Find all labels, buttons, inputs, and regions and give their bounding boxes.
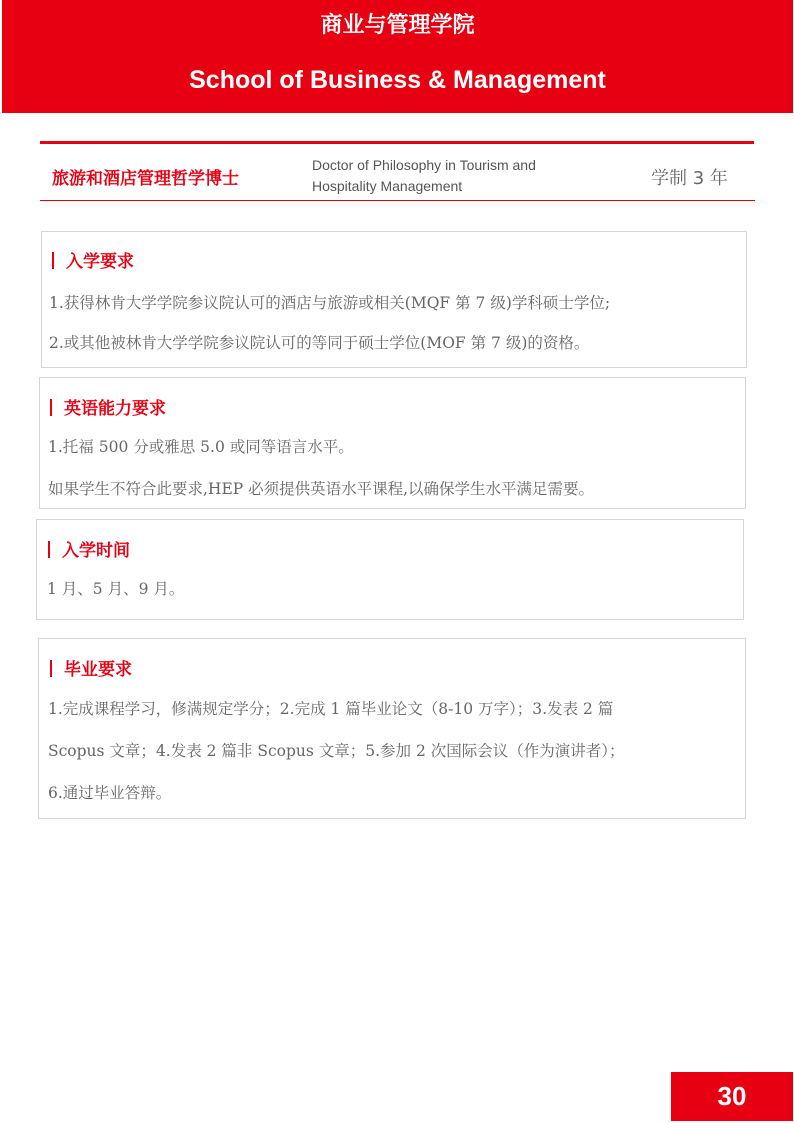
program-name-en — [312, 155, 582, 197]
program-name-en-line1: Doctor of Philosophy in Tourism and — [312, 157, 536, 173]
program-name-cn: 旅游和酒店管理哲学博士 — [52, 169, 239, 189]
graduation-title — [50, 655, 132, 680]
graduation-line-2: Scopus 文章；4.发表 2 篇非 Scopus 文章；5.参加 2 次国际会议（作为演讲者）； — [48, 742, 625, 760]
title-bar — [52, 252, 54, 269]
title-bar — [50, 660, 52, 677]
admission-title-text: 入学要求 — [66, 252, 134, 272]
intake-title-text: 入学时间 — [62, 541, 130, 561]
admission-title — [52, 247, 134, 272]
intake-section — [36, 519, 744, 620]
title-bar — [50, 399, 52, 416]
english-line-2: 如果学生不符合此要求,HEP 必须提供英语水平课程,以确保学生水平满足需要。 — [48, 480, 595, 498]
header-title-cn: 商业与管理学院 — [320, 13, 475, 38]
admission-line-1: 1.获得林肯大学学院参议院认可的酒店与旅游或相关(MQF 第 7 级)学科硕士学位; — [49, 294, 611, 312]
graduation-line-1: 1.完成课程学习，修满规定学分；2.完成 1 篇毕业论文（8-10 万字）；3.发表 2 篇 — [48, 700, 614, 718]
intake-title — [48, 536, 130, 561]
header-title-en: School of Business & Management — [189, 66, 606, 94]
program-top-rule — [40, 141, 754, 144]
admission-line-2: 2.或其他被林肯大学学院参议院认可的等同于硕士学位(MOF 第 7 级)的资格。 — [49, 334, 590, 352]
english-title — [50, 394, 166, 419]
program-name-en-line2: Hospitality Management — [312, 178, 463, 194]
page-number: 30 — [671, 1072, 793, 1121]
graduation-title-text: 毕业要求 — [64, 660, 132, 680]
graduation-line-3: 6.通过毕业答辩。 — [48, 784, 172, 802]
page-header — [2, 0, 793, 113]
program-bottom-rule — [40, 200, 755, 201]
intake-line-1: 1 月、5 月、9 月。 — [47, 580, 185, 598]
english-title-text: 英语能力要求 — [64, 399, 166, 419]
title-bar — [48, 541, 50, 558]
english-line-1: 1.托福 500 分或雅思 5.0 或同等语言水平。 — [48, 438, 354, 456]
program-duration: 学制 3 年 — [651, 168, 728, 189]
